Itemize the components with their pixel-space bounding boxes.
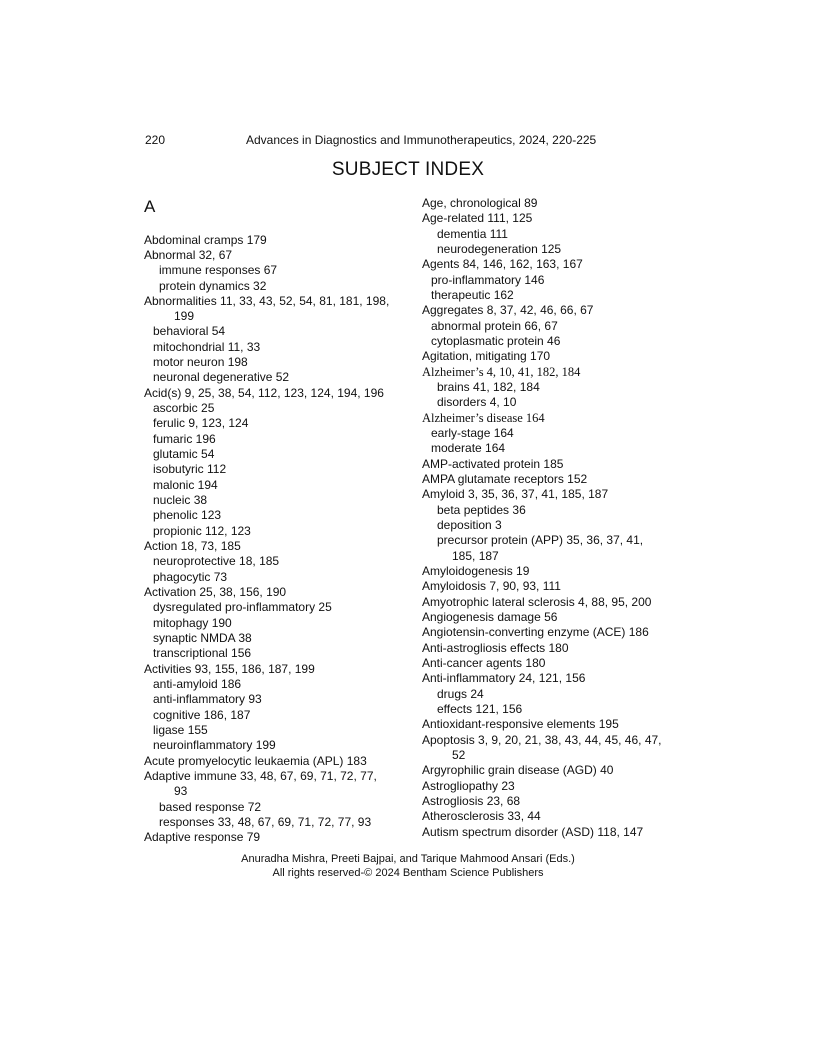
index-subentry: anti-inflammatory 93	[153, 692, 262, 706]
index-entry: Astrogliosis 23, 68	[422, 794, 521, 808]
index-entry: Age-related 111, 125	[422, 211, 533, 225]
index-subentry: ferulic 9, 123, 124	[153, 416, 249, 430]
index-subentry: drugs 24	[437, 687, 484, 701]
index-subentry: therapeutic 162	[431, 288, 514, 302]
index-subentry: glutamic 54	[153, 447, 215, 461]
index-entry: Anti-cancer agents 180	[422, 656, 546, 670]
index-subentry: neuronal degenerative 52	[153, 370, 290, 384]
index-subentry: abnormal protein 66, 67	[431, 319, 558, 333]
index-subentry: anti-amyloid 186	[153, 677, 242, 691]
index-subentry: dementia 111	[437, 227, 508, 241]
journal-citation: Advances in Diagnostics and Immunotherapeutics, 2024, 220-225	[246, 133, 597, 147]
index-entry: Alzheimer’s disease 164	[422, 411, 545, 425]
index-entry: Angiotensin-converting enzyme (ACE) 186	[422, 625, 649, 639]
index-subentry: motor neuron 198	[153, 355, 248, 369]
index-entry: Amyloidogenesis 19	[422, 564, 530, 578]
index-subentry: cognitive 186, 187	[153, 708, 251, 722]
index-subentry: beta peptides 36	[437, 503, 526, 517]
index-entry: Atherosclerosis 33, 44	[422, 809, 541, 823]
page-number: 220	[145, 133, 166, 147]
index-subentry: pro-inflammatory 146	[431, 273, 545, 287]
index-subentry: ligase 155	[153, 723, 208, 737]
index-entry-continuation: 185, 187	[452, 549, 499, 563]
index-subentry: moderate 164	[431, 441, 506, 455]
index-subentry: early-stage 164	[431, 426, 514, 440]
index-entry-continuation: 52	[452, 748, 466, 762]
index-subentry: ascorbic 25	[153, 401, 215, 415]
index-subentry: neuroinflammatory 199	[153, 738, 276, 752]
index-entry: AMPA glutamate receptors 152	[422, 472, 588, 486]
index-entry: Astrogliopathy 23	[422, 779, 515, 793]
index-entry: Activities 93, 155, 186, 187, 199	[144, 662, 315, 676]
index-entry: Acute promyelocytic leukaemia (APL) 183	[144, 754, 367, 768]
index-entry: Amyloidosis 7, 90, 93, 111	[422, 579, 561, 593]
index-entry: Antioxidant-responsive elements 195	[422, 717, 619, 731]
index-entry: Anti-inflammatory 24, 121, 156	[422, 671, 586, 685]
index-subentry: cytoplasmatic protein 46	[431, 334, 561, 348]
index-entry: Age, chronological 89	[422, 196, 538, 210]
index-subentry: responses 33, 48, 67, 69, 71, 72, 77, 93	[159, 815, 372, 829]
index-entry: Activation 25, 38, 156, 190	[144, 585, 287, 599]
index-subentry: mitophagy 190	[153, 616, 232, 630]
index-subentry: isobutyric 112	[153, 462, 227, 476]
index-entry: Agents 84, 146, 162, 163, 167	[422, 257, 583, 271]
footer-copyright: All rights reserved-© 2024 Bentham Science Publishers	[272, 867, 544, 879]
index-entry: Anti-astrogliosis effects 180	[422, 641, 569, 655]
index-entry: Action 18, 73, 185	[144, 539, 241, 553]
index-subentry: propionic 112, 123	[153, 524, 251, 538]
index-subentry: protein dynamics 32	[159, 279, 267, 293]
index-entry: Adaptive response 79	[144, 830, 261, 844]
index-subentry: malonic 194	[153, 478, 218, 492]
index-subentry: behavioral 54	[153, 324, 226, 338]
index-entry: Aggregates 8, 37, 42, 46, 66, 67	[422, 303, 594, 317]
index-entry: AMP-activated protein 185	[422, 457, 564, 471]
index-subentry: synaptic NMDA 38	[153, 631, 252, 645]
index-subentry: immune responses 67	[159, 263, 278, 277]
index-entry-continuation: 93	[174, 784, 188, 798]
index-subentry: neurodegeneration 125	[437, 242, 562, 256]
index-subentry: effects 121, 156	[437, 702, 523, 716]
index-subentry: neuroprotective 18, 185	[153, 554, 280, 568]
index-subentry: dysregulated pro-inflammatory 25	[153, 600, 332, 614]
index-entry: Abnormalities 11, 33, 43, 52, 54, 81, 181, 198,	[144, 294, 390, 308]
section-letter: A	[144, 197, 156, 216]
index-entry: Abdominal cramps 179	[144, 233, 267, 247]
index-entry: Argyrophilic grain disease (AGD) 40	[422, 763, 614, 777]
index-entry-continuation: 199	[174, 309, 195, 323]
index-entry: Apoptosis 3, 9, 20, 21, 38, 43, 44, 45, 46, 47,	[422, 733, 662, 747]
index-subentry: precursor protein (APP) 35, 36, 37, 41,	[437, 533, 644, 547]
index-entry: Alzheimer’s 4, 10, 41, 182, 184	[422, 365, 581, 379]
index-subentry: brains 41, 182, 184	[437, 380, 540, 394]
index-entry: Angiogenesis damage 56	[422, 610, 558, 624]
index-entry: Abnormal 32, 67	[144, 248, 233, 262]
footer-editors: Anuradha Mishra, Preeti Bajpai, and Tarique Mahmood Ansari (Eds.)	[241, 853, 575, 865]
index-entry: Amyloid 3, 35, 36, 37, 41, 185, 187	[422, 487, 609, 501]
index-entry: Adaptive immune 33, 48, 67, 69, 71, 72, 77,	[144, 769, 377, 783]
index-entry: Amyotrophic lateral sclerosis 4, 88, 95, 200	[422, 595, 652, 609]
index-subentry: phenolic 123	[153, 508, 222, 522]
index-entry: Autism spectrum disorder (ASD) 118, 147	[422, 825, 644, 839]
index-subentry: phagocytic 73	[153, 570, 228, 584]
page-title: SUBJECT INDEX	[331, 159, 485, 180]
index-entry: Acid(s) 9, 25, 38, 54, 112, 123, 124, 194, 196	[144, 386, 384, 400]
index-subentry: deposition 3	[437, 518, 502, 532]
index-subentry: fumaric 196	[153, 432, 216, 446]
index-entry: Agitation, mitigating 170	[422, 349, 551, 363]
index-subentry: disorders 4, 10	[437, 395, 517, 409]
index-subentry: based response 72	[159, 800, 262, 814]
index-subentry: nucleic 38	[153, 493, 208, 507]
index-subentry: mitochondrial 11, 33	[153, 340, 261, 354]
index-subentry: transcriptional 156	[153, 646, 252, 660]
